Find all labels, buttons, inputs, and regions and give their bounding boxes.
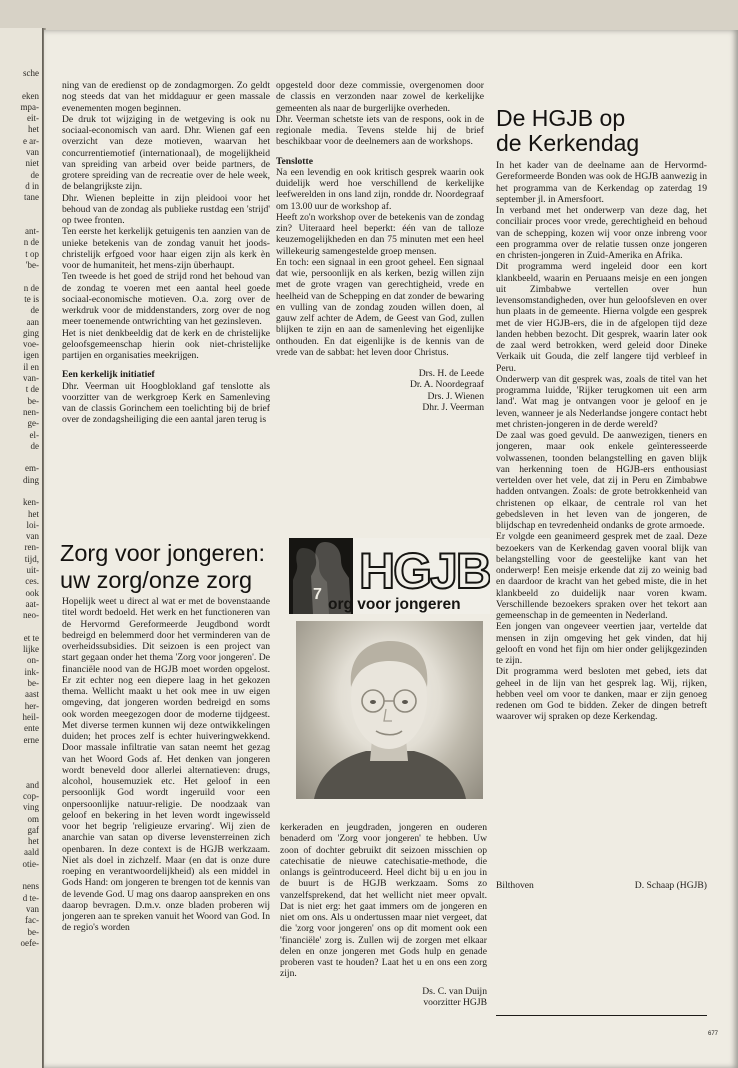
logo-letters: HGJB (359, 543, 490, 599)
facing-page-fragment (0, 271, 42, 282)
facing-page-fragment: de (30, 305, 39, 316)
facing-page-fragment: il en (23, 361, 39, 372)
facing-page-fragment: van (26, 903, 39, 914)
facing-page-fragment: igen (23, 350, 39, 361)
facing-page-fragment: van- (23, 373, 39, 384)
facing-page-fragment: aat- (25, 598, 39, 609)
column-zorg-right (280, 822, 487, 982)
paragraph: Na een levendig en ook kritisch gesprek waarin ook duidelijk werd hoe verschillend de kerkelijke leefwerelden in ons land zijn, rondde dr. Noordegraaf om 13.00 uur de workshop af. (276, 166, 484, 212)
facing-page-fragment: eit- (27, 113, 39, 124)
facing-page-fragment: het (28, 508, 39, 519)
facing-page-fragment: ook (25, 587, 39, 598)
facing-page-fragment: n de (23, 282, 39, 293)
hgjb-kerkendag-title (496, 106, 639, 156)
facing-page-fragment: eken (22, 90, 39, 101)
facing-page-fragment: 'be- (25, 260, 39, 271)
author: D. Schaap (HGJB) (634, 880, 707, 891)
facing-page-fragment: n de (23, 237, 39, 248)
divider-rule (496, 1015, 707, 1016)
facing-page-fragment (0, 768, 42, 779)
paragraph: In het kader van de deelname aan de Hervormd-Gereformeerde Bonden was ook de HGJB aanwezig in het programma van de Kerkendag op zaterdag 19 september jl. in Amersfoort. (496, 160, 707, 205)
facing-page-fragment: em- (25, 463, 39, 474)
facing-page-fragment: ge- (27, 418, 39, 429)
facing-page-fragment: et te (23, 632, 39, 643)
facing-page-fragment: aan (26, 316, 39, 327)
facing-page-fragment: be- (27, 678, 39, 689)
paragraph: Hopelijk weet u direct al wat er met de bovenstaande titel wordt bedoeld. Het werk en het functioneren van de Hervormd Gereformeerde Jeugdbond wordt bedreigd en belemmerd door het verminderen van de overheidssubsidies. Dit seizoen is een project van start gegaan onder het thema 'Zorg voor jongeren'. De financiële nood van de HGJB moet worden opgelost. Er zit echter nog een diepere laag in het gekozen thema. Wellicht maakt u het ook mee in uw eigen omgeving, dat jongeren worden bedreigd en soms ook worden meegezogen door de moderne tijdgeest. Met diverse termen kunnen wij deze ontwikkelingen duiden; het proces zelf is echter huiveringwekkend. Door massale infiltratie van satan neemt het gezag van het Woord Gods af. Het denken van jongeren wordt beneveld door allerlei alternatieven: drugs, alcohol, housemuziek etc. Het geloof in een persoonlijk God wordt ingeruild voor een onpersoonlijke natuur-religie. De noodzaak van geloof en bekering in het leven wordt ingewisseld voor het begrip 'religieuze ervaring'. Wij zien de anarchie van satan op diverse levensterreinen zich openbaren. In deze context is de HGJB werkzaam. Niet als doel in zichzelf. Maar (en dat is onze dure roeping en verantwoordelijkheid) als een middel in Gods Hand: om jongeren te brengen tot de kennis van de levende God. U mag ons daarop aanspreken en ons daarop bevragen. D.m.v. onze bladen proberen wij jongeren aan te spreken vanuit het Woord van God. In de regio's worden (62, 596, 270, 934)
facing-page-fragment: van (26, 531, 39, 542)
facing-page-fragment: be- (27, 926, 39, 937)
facing-page-fragment: ant- (25, 226, 39, 237)
facing-page-fragment: nens (22, 881, 39, 892)
paragraph: Het is niet denkbeeldig dat de kerk en de christelijke geloofsgemeenschap hierin ook niet-christelijke partijen en organisaties meekrijgen. (62, 327, 270, 361)
facing-page-fragment (0, 757, 42, 768)
paragraph: ning van de eredienst op de zondagmorgen. Zo geldt nog steeds dat van het middaguur er geen massale evenementen mogen beginnen. (62, 80, 270, 114)
paragraph: Ten tweede is het goed de strijd rond het behoud van de zondag te voeren met een aantal heel goede sociaal-economische motieven. O.a. zorg over de werkdruk voor de middenstanders, zorg over de nog meer toenemende ontwrichting van het gezinsleven. (62, 271, 270, 328)
facing-page-fragment: van (26, 147, 39, 158)
facing-page-fragment: lijke (23, 644, 39, 655)
facing-page-fragment: oefe- (20, 937, 39, 948)
facing-page-fragment: ding (22, 474, 39, 485)
paragraph: Een jongen van ongeveer veertien jaar, vertelde dat mensen in zijn omgeving het gek vinden, dat hij gelooft en vond het fijn om hier onder gelijkgezinden te zijn. (496, 621, 707, 666)
facing-page-fragment: on- (27, 655, 39, 666)
signatures (276, 368, 484, 413)
paragraph: Er volgde een geanimeerd gesprek met de zaal. Deze bezoekers van de Kerkendag gaven vooral blijk van belangstelling voor de geestelijke kant van het onderwerp! Een meisje erkende dat zij zo weinig bad en daardoor de kracht van het gebed miste, die in het klankbeeld zo duidelijk naar voren kwam. Verschillende bezoekers spraken over het tekort aan gemeenschap in de gemeenten in Nederland. (496, 531, 707, 621)
facing-page-fragment: e ar- (22, 135, 39, 146)
paragraph: Ten eerste het kerkelijk getuigenis ten aanzien van de unieke betekenis van de zondag vanuit het joods-christelijk erfgoed voor haar eigen zijn als kerk èn voor de humaniteit, het mens-zijn überhaupt. (62, 226, 270, 271)
subheading: Een kerkelijk initiatief (62, 369, 155, 381)
title-line: uw zorg/onze zorg (60, 567, 253, 593)
facing-page-fragment: aast (25, 689, 39, 700)
column-kerkendag (496, 160, 707, 865)
facing-page-fragment: cop- (23, 791, 39, 801)
facing-page-fragment: mpa- (20, 101, 39, 112)
facing-page-fragment (0, 622, 42, 633)
facing-page-fragment: niet (25, 158, 39, 169)
facing-page-edge (0, 28, 43, 1068)
facing-page-fragment (0, 452, 42, 463)
facing-page-fragment: otie- (22, 858, 39, 869)
facing-page-fragment: voe- (23, 339, 39, 350)
paragraph: In verband met het onderwerp van deze dag, het conciliair proces voor vrede, gerechtigheid en behoud van de schepping, kozen wij voor onze inbreng voor een programma over de relatie tussen onze jongeren en christen-jongeren in Zuid-Amerika en Afrika. (496, 205, 707, 261)
paragraph: Dit programma werd besloten met gebed, iets dat geheel in de lijn van het gesprek lag. Wij, rijken, hebben veel om voor te danken, maar er zijn genoeg redenen om God te bidden. Zeker de dingen betreft waarover wij spraken op deze Kerkendag. (496, 666, 707, 723)
paragraph: En toch: een signaal in een groot geheel. Een signaal dat wie, persoonlijk en als kerken, bezig willen zijn met de grote vragen van gerechtigheid, vrede en heelheid van de Schepping en dat zonder de bewaring en vulling van de zondag zouden willen doen, al gauw zelf achter de Adem, de Geest van God, zullen blijken te zijn en aan de samenleving het eigenlijke onthouden. En dat eigenlijke is de kennis van de vrede van de sabbat: het leven door Christus. (276, 256, 484, 358)
facing-page-fragment: om (27, 813, 39, 824)
portrait-photo (296, 621, 483, 799)
facing-page-fragment: ente (24, 723, 39, 734)
title-line: de Kerkendag (496, 130, 640, 156)
facing-page-fragment: d in (25, 180, 39, 191)
facing-page-fragment: d te- (22, 892, 39, 903)
facing-page-fragment: her- (24, 700, 39, 711)
paragraph: Dit programma werd ingeleid door een kort klankbeeld, waarin en Peruaans meisje en een jongen uit Zimbabwe vertellen over hun levensomstandigheden, over hun geloofsleven en over hun plaats in de gemeente. Hierna volgde een gesprek met de vier HGJB-ers, die in de afgelopen tijd deze landen hebben bezocht. Dit gesprek, waarin later ook de zaal werd betrokken, werd geleid door Dineke Verkaik uit Gouda, die zelf langere tijd verbleef in Peru. (496, 261, 707, 374)
zorg-voor-jongeren-title (60, 540, 265, 594)
signature-name: Ds. C. van Duijn (422, 986, 487, 997)
facing-page-fragment: ren- (24, 542, 39, 553)
paragraph: Dhr. Veerman uit Hoogblokland gaf tenslotte als voorzitter van de werkgroep Kerk en Samenleving van de classis Gorinchem een toelichting bij de brief over de zondagsheiliging die een aantal jaren terug is (62, 380, 270, 426)
place: Bilthoven (496, 880, 534, 891)
facing-page-fragment: aald (24, 847, 39, 858)
page-number: 677 (708, 1031, 719, 1037)
signature-name: Drs. H. de Leede (418, 368, 484, 379)
logo-tagline: org voor jongeren (328, 596, 461, 613)
facing-page-fragment: het (28, 124, 39, 135)
column-zondag-middle (276, 80, 484, 528)
facing-page-fragment: t de (25, 384, 39, 395)
logo-number: 7 (313, 586, 322, 603)
signature-name: Dhr. J. Veerman (422, 401, 484, 413)
signature-name: Drs. J. Wienen (427, 390, 484, 402)
paragraph: kerkeraden en jeugdraden, jongeren en ouderen benaderd om 'Zorg voor jongeren' te hebben. Uw zoon of dochter gebruikt dit seizoen misschien op catechisatie de nieuwe catechisatie-methode, die onlangs is geïntroduceerd. Heel dicht bij u en jou in de buurt is de HGJB werkzaam. Soms zo vanzelfsprekend, dat het wellicht niet meer opvalt. Dat is niet erg: het gaat immers om de jongeren en niet om ons. Als u ondertussen maar niet vergeet, dat die 'zorg voor jongeren' ons op dit moment ook een 'financiële' zorg is. Zullen wij de zorgen met elkaar delen en onze jongeren met Gods hulp en genade proberen vast te houden? Laat het u en ons een zorg zijn. (280, 822, 487, 980)
facing-page-fragment: neo- (23, 610, 39, 621)
subheading: Tenslotte (276, 155, 313, 167)
facing-page-fragment (0, 870, 42, 881)
title-line: De HGJB op (496, 105, 626, 131)
paragraph: De druk tot wijziging in de wetgeving is ook nu sociaal-economisch van aard. Dhr. Wienen gaf een overzicht van deze motieven, waarvan het concurrentiemotief (internationaal), de mogelijkheid van spreiding van arbeid over beide partners, de grotere spreiding van de recreatie over de hele week, de belangrijkste zijn. (62, 113, 270, 193)
facing-page-fragment: de (30, 440, 39, 451)
title-line: Zorg voor jongeren: (60, 540, 266, 566)
facing-page-fragment: gaf (27, 824, 39, 835)
facing-page-fragment: heil- (22, 711, 39, 722)
paragraph: De zaal was goed gevuld. De aanwezigen, tieners en jongeren, maar ook enkele geïnteresseerde volwassenen, toonden belangstelling en gaven blijk van herkenning toen de HGJB-ers enthousiast vertelden over het vele, dat zij in Peru en Zimbabwe hadden ontvangen. Zoals: de grote betrokkenheid van christenen op elkaar, de centrale rol van het gebedsleven in het leven van de jongeren, de blijdschap en tevredenheid ondanks de grote armoede. (496, 430, 707, 531)
facing-page-fragment: erne (23, 734, 39, 745)
facing-page-fragment: t op (25, 248, 39, 259)
facing-page-fragment: de (30, 169, 39, 180)
facing-page-fragment: te is (24, 293, 39, 304)
paragraph: Heeft zo'n workshop over de betekenis van de zondag zin? Uiteraard heel beperkt: één van de talloze keuzemogelijkheden en dan 75 minuten met een heel willekeurig samengestelde groep mensen. (276, 211, 484, 257)
facing-page-fragment: loi- (26, 519, 39, 530)
facing-page-fragment (0, 215, 42, 226)
facing-page-fragment (0, 79, 42, 90)
zorg-signatures (280, 986, 487, 1012)
column-zondag-left (62, 80, 270, 528)
kerkendag-byline (496, 880, 707, 894)
signature-name: voorzitter HGJB (423, 997, 487, 1009)
facing-page-fragment: fac- (25, 915, 39, 926)
facing-page-fragment: ken- (23, 497, 39, 508)
facing-page-fragment: ces. (25, 576, 39, 587)
facing-page-fragment: uit- (26, 565, 39, 576)
paragraph: opgesteld door deze commissie, overgenomen door de classis en verzonden naar zowel de kerkelijke gemeenten als naar de burgerlijke overheden. (276, 80, 484, 114)
signature-name: Dr. A. Noordegraaf (409, 379, 484, 391)
paragraph: Dhr. Wienen bepleitte in zijn pleidooi voor het behoud van de zondag als publieke rustdag een 'strijd' op twee fronten. (62, 192, 270, 226)
facing-page-fragment: tijd, (24, 553, 39, 564)
facing-page-fragment: be- (27, 395, 39, 406)
facing-page-fragment: nen- (23, 406, 39, 417)
facing-page-fragment (0, 204, 42, 215)
facing-page-fragment: el- (29, 429, 39, 440)
facing-page-fragment: ving (22, 802, 39, 813)
facing-page-fragment: tane (24, 192, 39, 203)
paragraph: Dhr. Veerman schetste iets van de respons, ook in de regionale media. Tevens stelde hij de brief beschikbaar voor de deelnemers aan de workshops. (276, 113, 484, 148)
facing-page-fragment: ging (22, 327, 39, 338)
paragraph: Onderwerp van dit gesprek was, zoals de titel van het programma luidde, 'Rijker terugkomen uit een arm land'. Wat mag je ontvangen voor je geloof en je leven, wanneer je als Nederlandse jongere contact hebt met christen-jongeren in de derde wereld? (496, 373, 707, 430)
facing-page-fragment: ink- (24, 666, 39, 677)
facing-page-fragment: het (28, 836, 39, 847)
facing-page-fragment (0, 746, 42, 757)
facing-page-fragment (0, 486, 42, 497)
facing-page-fragment: and (26, 779, 39, 790)
column-zorg-left (62, 596, 270, 1020)
facing-page-fragment: sche (23, 68, 39, 78)
